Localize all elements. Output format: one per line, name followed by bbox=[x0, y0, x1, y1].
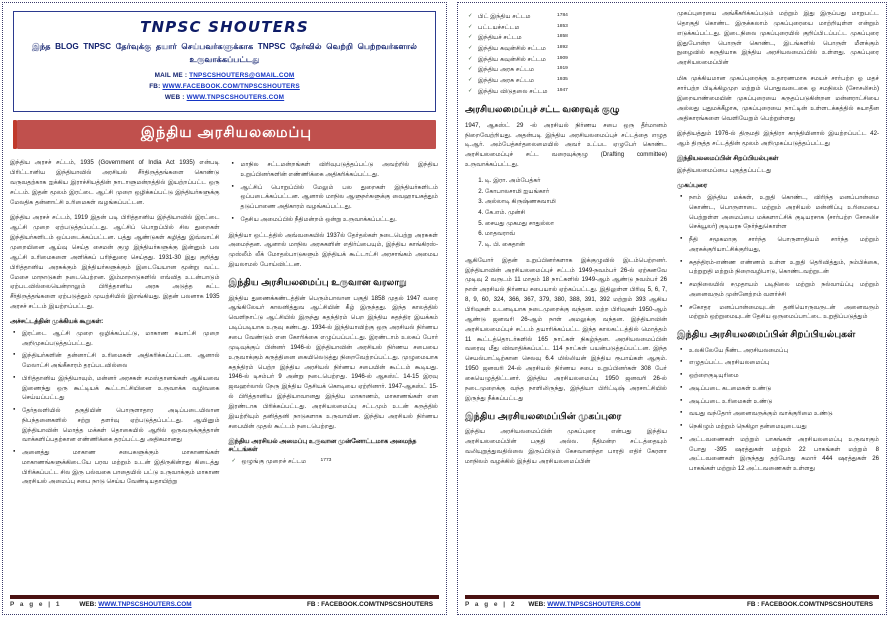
footer-web-link[interactable]: WWW.TNPSCSHOUTERS.COM bbox=[547, 601, 641, 608]
footer-web-link[interactable]: WWW.TNPSCSHOUTERS.COM bbox=[98, 601, 192, 608]
act-name: ✓ இந்தியச் சட்டம bbox=[478, 34, 522, 42]
act-year: 1909 bbox=[557, 55, 568, 61]
list-item: ● அடிப்படை கடமைகள் உண்டு bbox=[689, 384, 879, 394]
list-item: ● ஒற்றைகுடியுரிமை bbox=[689, 371, 879, 381]
act-year: 1784 bbox=[557, 13, 568, 18]
paragraph: மிக முக்கியமான முகப்புரைக்கு உதாரணமாக சமயச் சார்பற்ற ஓ மதச் சார்பற்ற பிடிக்கிழமுற மற்றும் பொதுவடைகை ஓ சமநிலம் (சோசலிசம்) இறையாண்மையின் முகப்புரையை கருதப்படுகின்றன மன்னராட்சியை அல்லது புதுமக்கீழாக, முகப்புரையை நாட்டின் உள்ளடக்கத்தில் சுயாதீன அதிகாரங்களை வெளியேறும் பெற்றுள்ளது bbox=[677, 75, 879, 122]
act-name: ✓ ஒழுங்கு முறைச் சட்டம bbox=[241, 457, 307, 465]
subheading: முகப்புரை bbox=[677, 182, 708, 190]
section-heading-preamble: இந்திய அரசியலமைப்பின் முகப்புரை bbox=[465, 410, 622, 421]
paragraph: இந்திய அரசியலமைப்பின் முகப்புரை என்பது இந்திய அரசியலமைப்பின் பகுதி அல்ல. நீதிமன்ற சட்டத்தையும் வலியுறுத்துவதில்லை இருப்பிடும் கேசவானந்தா பாரதி எதிர் கேரளா மாநிலம் வழக்கில் இந்திய அரசியலமைப்பின் bbox=[465, 428, 667, 465]
page-number: P a g e | 2 bbox=[465, 601, 517, 608]
precursor-acts-list bbox=[229, 457, 439, 468]
list-item: ● மாநில சட்டமன்றங்கள் விரிவுபடுத்தப்பட்டு அவற்றில் இந்திய உறுப்பினர்களின் எண்ணிக்கை அதிகரிக்கப்பட்டது. bbox=[241, 160, 439, 180]
act-name: ✓ பிட் இந்திய சட்டம bbox=[478, 13, 531, 20]
list-item: ● அடிப்படை உரிமைகள் உண்டு bbox=[689, 397, 879, 407]
list-item bbox=[478, 76, 667, 87]
act-name: ✓ இந்திய விடுதலை சட்டம bbox=[478, 87, 548, 95]
list-item bbox=[242, 457, 439, 468]
page-number: P a g e | 1 bbox=[10, 601, 62, 608]
act-name: ✓ இந்திய அரசு சட்டம bbox=[478, 76, 535, 84]
act-year: 1947 bbox=[557, 87, 568, 93]
list-item: 4. கே.எம். முன்சி bbox=[485, 208, 667, 219]
page-title: இந்திய அரசியலமைப்பு bbox=[17, 120, 436, 149]
footer-fb: FB : FACEBOOK.COM/TNPSCSHOUTERS bbox=[746, 601, 873, 608]
act-name: ✓ இந்திய கவுன்சில் சட்டம bbox=[478, 55, 546, 63]
act-year: 1892 bbox=[557, 44, 568, 50]
paragraph: முகப்புரையை அங்கீகரிக்கப்படும் மற்றும் இது இருப்பது மாறுபட்ட தொகுதி கொண்ட இருக்கலாம் முகப்புரையை மாற்றியுள்ள என்றும் எடுக்கப்பட்டது. இடைநிலை முகப்புரையில் குறிப்பிடப்பட்ட முகப்புரை இதுபோன்ற பொருள் கொண்ட, இடங்களில் பொருள் மீளக்கும் நுழைவில் கருதியாக இந்திய அரசியலமைப்பில் உள்ளது. முகப்புரை அரசியலமைப்பின் bbox=[677, 10, 879, 67]
page2-column-1 bbox=[465, 9, 667, 480]
list-item: ● சுதந்திரம்-எண்ண எண்ணம் உள்ள உறுதி தெரிவித்தும், நம்பிக்கை, பற்றுறுதி மற்றும் நிறைவழிபாடு, கொண்டவற்றுடன் bbox=[689, 258, 879, 278]
list-item: ● உலகிலேயே நீண்ட அரசியலமைப்பு bbox=[689, 346, 879, 356]
act-year: 1935 bbox=[557, 76, 568, 82]
list-item: ● அட்டவணைகள் மற்றும் பாகங்கள் அரசியலமைப்பு உருவாகும் போது -395 ஷரத்துகள் மற்றும் 22 பாகங்கள் மற்றும் 8 அட்டவணைகள் இருந்தது தற்போது சுமார் 444 ஷரத்துகள் 26 பாகங்கள் மற்றும் 12 அட்டவணைகள் உள்ளது bbox=[689, 435, 879, 474]
title-banner-wrap bbox=[13, 120, 436, 149]
web-line bbox=[18, 93, 431, 104]
subheading: அச்சட்டத்தின் முக்கியக் கூறுகள்: bbox=[10, 317, 104, 325]
fb-line bbox=[18, 82, 431, 93]
mail-link[interactable]: TNPSCSHOUTERS@GMAIL.COM bbox=[189, 72, 295, 80]
paragraph: இந்திய அரசச் சட்டம், 1935 (Government of India Act 1935) என்படி பிரிட்டானிய இந்தியாவில் அரசியல் சீர்திருத்தங்களை கொண்டு வருவதற்காக ஐக்கிய இராச்சியத்தின் நாடாளுமன்றத்தில் இயற்றப்பட்ட ஒரு சட்டம். இதன் மூலம் இரட்டை ஆட்சி முறை ஒழிக்கப்பட்டு இந்தியர்களுக்கு மேலதிக தன்னாட்சி உரிமைகள் வழங்கப்பட்டன. bbox=[10, 159, 220, 206]
list-item bbox=[478, 33, 667, 44]
list-item bbox=[478, 44, 667, 55]
list-item: 1. டி. இரா. அம்பேத்கர் bbox=[485, 176, 667, 187]
features-list bbox=[677, 346, 879, 474]
act-name: ✓ இந்திய அரசு சட்டம bbox=[478, 66, 535, 74]
brand-title: TNPSC SHOUTERS bbox=[140, 18, 309, 36]
act-year: 1919 bbox=[557, 66, 568, 72]
list-item: 6. மாதவராவ் bbox=[485, 229, 667, 240]
act-name: ✓ இந்திய கவுன்சில் சட்டம bbox=[478, 44, 546, 52]
list-item: ● வயது வந்தோர் அனைவருக்கும் வாக்குரிமை உண்டு bbox=[689, 409, 879, 419]
page2-column-2 bbox=[677, 9, 879, 480]
list-item bbox=[478, 12, 667, 23]
list-item: 3. அல்லாடி கிருஷ்ணசுவாமி bbox=[485, 197, 667, 208]
section-heading-features: இந்திய அரசியலமைப்பின் சிறப்பியல்புகள் bbox=[677, 329, 856, 340]
acts-timeline-list bbox=[465, 12, 667, 97]
brand-tagline: இந்த BLOG TNPSC தேர்வுக்கு தயார் செய்பவர்களுக்காக TNPSC தேர்வில் வெற்றி பெற்றவர்களால் உருவாக்கப்பட்டது bbox=[32, 42, 417, 64]
key-points-list bbox=[10, 329, 220, 487]
paragraph: ஆகியோர் இதன் உறுப்பினர்களாக இக்குழுவில் இடம்பெற்றனர். இந்தியாவின் அரசியலமைப்புச் சட்டம் 1949-நவம்பர் 26-ல் ஏற்கனவே முடிவு 2 வருடம் 11 மாதம் 18 நாட்களில் 1949-ஆம் ஆண்டு நவம்பர் 26 நாள் அரசியல் நிர்ணய சபையால் ஏற்கப்பட்டது. இதிலுள்ள பிரிவு 5, 6, 7, 8, 9, 60, 324, 366, 367, 379, 380, 388, 391, 392 மற்றும் 393 ஆகிய பிரிவுகள் உடனடியாக நடைமுறைக்கு வந்தன. மற்ற பிரிவுகள் 1950-ஆம் ஆண்டு ஜனவரி 26-ஆம் நாள் அமலுக்கு வந்தன. இந்தியாவின் அரசியலமைப்புச் சட்டம் தயாரிக்கப்பட்ட இந்த காலகட்டத்தில் மொத்தம் 11 கூட்டத்தொடர்களில் 165 நாட்கள் நிகழ்ந்தன. அரசியலமைப்பின் வரைவு மீது விவாதிக்கப்பட்ட 114 நாட்கள் பயன்படுத்தப்பட்டன. இந்த செயல்பாட்டிற்கான செலவு 6.4 மில்லியன் இந்திய ரூபாய்கள் ஆகும். 1950 ஜனவரி 24-ல் அரசியல் நிர்ணய சபை உறுப்பினர்கள் 308 பேர் கையெழுத்திட்டனர். இந்திய அரசியலமைப்பு 1950 ஜனவரி 26-ல் நடைமுறைக்கு வந்த நாளிலிருந்து, இந்தியா பிரிட்டிஷ் அரசாட்சியில் இருந்து நீக்கப்பட்டது bbox=[465, 256, 667, 402]
list-item bbox=[478, 65, 667, 76]
footer-web bbox=[79, 601, 191, 608]
section-heading-drafting-committee: அரசியலமைப்புச் சட்ட வரைவுக் குழு bbox=[465, 104, 620, 115]
masthead bbox=[13, 11, 436, 112]
list-item: ● தேர்தலளியில் தகுதியின் பொருளாதார அடிப்படையிலான நிபந்தனைகளில் சற்று தளர்வு ஏற்படுத்தப்பட்டது. ஆயினும் இந்தியாவின் மொத்த மக்கள் தொகையில் ஆறில் ஒருவருக்குத்தான் வாக்களிப்பதற்கான எண்ணிக்கை தரப்பட்டது அதிகமானது bbox=[22, 406, 220, 445]
paragraph: இந்திய துணைக்கண்டத்தின் பெரும்பாலான பகுதி 1858 முதல் 1947 வரை ஆங்கிலேயர் காலனித்துவ ஆட்சியின் கீழ் இருந்தது. இந்த காலத்தில் வெளிநாட்டு ஆட்சியில் இருந்து சுதந்திரம் பெற இந்திய சுதந்திர இயக்கம் படிப்படியாக உருவு கண்டது. 1934-ல் இந்தியாவிற்கு ஒரு அரசியல் நிர்ணய சபை வேண்டும் என கோரிக்கை எழுப்பப்பட்டது. இரண்டாம் உலகப் போர் முடிவுக்குப் பின்னர் 1946-ல் இந்தியாவின் அரசியல் நிர்ணய சபையை உருவாக்கும் கருத்தினை கையிலெடுத்து நிறைவேற்றப்பட்டது. முழுமையாக சுதந்திரம் பெற்ற இந்திய அரசியல் நிர்ணய சபையின் கூட்டம் கூடியது. 1946-ல் டிசம்பர் 9 அன்று நடைபெற்றது. 1946-ல் ஆகஸ்ட் 14-15 இரவு ஜவஹர்லால் நேரு இந்திய தேசியக் கொடியை ஏற்றினார். 1947-ஆகஸ்ட் 15-ல் பிரித்தானிய இந்தியாவானது இந்திய மாகாணம், மாகாணங்கள் என இரண்டாக பிரிக்கப்பட்டது. அரசியலமைப்பு சட்டமும் உடன் கருத்தில் இயற்றியும் தனித்தனி நாடுகளாக உருவாயின. இந்திய அரசியல் நிர்ணய சபையின் முதல் கூட்டம் நடைபெற்றது. bbox=[228, 294, 438, 430]
footer-web bbox=[528, 601, 640, 608]
list-item: 5. சையது முகமது சாதுல்லா bbox=[485, 219, 667, 230]
list-item: ● எழுதப்பட்ட அரசியலமைப்பு bbox=[689, 358, 879, 368]
fb-link[interactable]: WWW.FACEBOOK.COM/TNPSCSHOUTERS bbox=[162, 82, 300, 90]
footer-rule bbox=[465, 595, 879, 599]
footer-row bbox=[10, 601, 439, 608]
drafting-committee-members bbox=[465, 176, 667, 251]
act-year: 1858 bbox=[557, 34, 568, 40]
paragraph: இந்திய அரசச் சட்டம், 1919 இதன் படி பிரித்தானிய இந்தியாவில் இரட்டை ஆட்சி முறை ஏற்படுத்தப்பட்டது. ஆட்சிப் பொறுப்பில் சில துறைகள் இந்தியர்களிடம் ஒப்படைக்கப்பட்டன. பத்து ஆண்டுகள் கழித்து இவ்வாட்சி முறையினை ஆய்வு செய்த சைமன் குழு இந்தியர்களுக்கு இன்னும் பல ஆட்சி உரிமைகளை அளிக்கப் பரிந்துரை செய்தது. 1931-30 இது குறித்து பிரித்தானிய அரசுக்கும் இந்தியர்களுக்கும் இடையேயான மூன்று வட்ட மேசை மாநாடுகள் நடைபெற்றன. இம்மாநாடுகளில் எவ்வித உடன்பாடும் ஏற்படவில்லையென்றாலும் பிரித்தானிய அரசு அடுத்த கட்ட சீர்திருத்தங்களை ஏற்படுத்தும் முயற்சியில் இறங்கியது. இதன் பலனாக 1935 அரசச் சட்டம் இயற்றப்பட்டது. bbox=[10, 214, 220, 311]
footer-web-label: WEB: bbox=[528, 601, 546, 608]
list-item: ● ஆட்சிப் பொறுப்பில் மேலும் பல துறைகள் இந்தியர்களிடம் ஒப்படைக்கப்பட்டன. ஆனால் மாநில ஆளுநர்களுக்கு வைஹாயகத்தும் தடுப்பாணை அதிகாரம் வழங்கப்பட்டது. bbox=[241, 183, 439, 212]
page1-column-1 bbox=[10, 158, 220, 493]
list-item: ● சகோதர மனப்பான்மையுடன் தனியொருவருடன் அனைவரும் மற்றும் ஒற்றுமையுடன் தேசிய ஒருமைப்பாட்டை உறுதிப்படுத்தும் bbox=[689, 303, 879, 323]
list-item: ● நாம் இந்திய மக்கள், உறுதி கொண்ட, விரிந்த மனப்பான்மை கொண்ட, பொருளாடை மற்றும் அரசியல் மன்னிப்பு உரிமையை பெற்றுள்ள அமைப்பை மக்களாட்சிக் குடியரசாக (சார்பற்ற சோசலிச செக்யூலர்) குடியரசு நேர்ந்துகொள்ள bbox=[689, 193, 879, 232]
page-1 bbox=[2, 2, 447, 615]
act-year: 1773 bbox=[320, 457, 332, 463]
subheading: இந்திய அரசியல் அமைப்பு உருவான முன்னோட்டமாக அமைந்த சட்டங்கள் bbox=[228, 437, 417, 453]
page-2 bbox=[457, 2, 887, 615]
paragraph: இந்தியா ஒட்டத்தில் அவ்வகையில் 1937ல் தேர்தல்கள் நடைபெற்று அரசுகள் அமைந்தன. ஆனால் மாநில அரசுகளின் எதிர்ப்பையும், இந்திய காங்கிரஸ்-முஸ்லீம் லீக் மோதல்பாடுகளும் இந்தியக் கூட்டாட்சி அரசாங்கம் அமைய இயலாமல் போய்விட்டன. bbox=[228, 231, 438, 269]
list-item: ● இந்தியர்களின் தன்னாட்சி உரிமைகள் அதிகரிக்கப்பட்டன. ஆனால் மேலாட்சி அங்கீகாரம் தரப்படவில்லை bbox=[22, 351, 220, 371]
footer-rule bbox=[10, 595, 439, 599]
list-item: 7. டி. பி. கைதான் bbox=[485, 240, 667, 251]
list-item: ● நீதி சமூகமாகு சார்ந்த பொருளாதியம் சார்ந்த மற்றும் அரசுக்குரியாட்சிக்குரியது, bbox=[689, 235, 879, 255]
paragraph: இந்தியத்தும் 1976-ல் திருமதி இந்திரா காந்தியினால் இயற்றப்பட்ட 42-ஆம் திருத்த சட்டத்தின் மூலம் அறிமுகப்படுத்தப்பட்டது bbox=[677, 130, 879, 148]
list-item bbox=[478, 23, 667, 34]
list-item: ● சமநிலையில் சமுதாயம் படிநிலை மற்றும் நல்வாய்ப்பு மற்றும் அனைவரும் முன்னேற்றம் வளர்ச்சி bbox=[689, 280, 879, 300]
page2-columns bbox=[465, 9, 879, 480]
page1-footer bbox=[10, 595, 439, 608]
web-label: WEB : bbox=[164, 93, 187, 101]
page2-footer bbox=[465, 595, 879, 608]
contact-block bbox=[18, 71, 431, 103]
list-item: ● தேசிய அமைப்பில் நீதிமன்றம் ஒன்று உருவாக்கப்பட்டது. bbox=[241, 215, 439, 225]
paragraph: 1947, ஆகஸ்ட் 29 -ல் அரசியல் நிர்ணய சபை ஒரு தீர்மானம் நிறைவேற்றியது. அதன்படி இந்திய அரசியலமைப்புச் சட்டத்தை எழுத டி.ஆர். அம்பேத்கர்தலைமையில் அவர் உட்பட ஏழுபேர் கொண்ட அரசியலமைப்புச் சட்ட வரைவுக்குழு (Drafting committee) உருவாக்கப்பட்டது. bbox=[465, 121, 667, 169]
footer-web-label: WEB: bbox=[79, 601, 97, 608]
subheading: இந்தியலமைப்பின் சிறப்பியல்புகள் bbox=[677, 155, 779, 163]
page1-columns bbox=[10, 158, 439, 493]
list-item: ● இரட்டை ஆட்சி முறை ஒழிக்கப்பட்டு, மாகாண சுயாட்சி முறை அறிமுகப்படுத்தப்பட்டது. bbox=[22, 329, 220, 349]
section-heading-history: இந்திய அரசியலமைப்பு உருவான வரலாறு bbox=[228, 277, 407, 288]
footer-fb: FB : FACEBOOK.COM/TNPSCSHOUTERS bbox=[306, 601, 433, 608]
page1-column-2 bbox=[229, 158, 439, 493]
act-features-list bbox=[229, 160, 439, 225]
act-name: ✓ பட்டயச்சட்டம bbox=[478, 23, 520, 31]
fb-label: FB: bbox=[149, 82, 163, 90]
list-item: ● பிரித்தானிய இந்தியாவும், மன்னர் அரசகள் சமஸ்தானங்கள் ஆகியவை இணைந்து ஒரு கூட்டியக் கூட்டாட்சியினை உருவாக்க வழிவகை செய்யப்பட்டது bbox=[22, 374, 220, 403]
mail-line bbox=[18, 71, 431, 82]
list-item bbox=[478, 55, 667, 66]
list-item: ● அனைத்து மாகாண சபைகளுக்கும் மாகாணங்கள் மாகாணங்களுக்கிடையே பரவ மற்றும் உடன் இதிருகின்றது கிடைத்து பிரிக்கப்பட்ட சில இரு பல்வகை பாதையில் பட்டு உருவாக்கும் மாகாண அரசியல் அமைப்பு சபை நாடு செய்ய வேண்டியதாயிற்று bbox=[22, 448, 220, 487]
list-item bbox=[478, 87, 667, 98]
list-item: 2. கோபாலசாமி ஐயங்கார் bbox=[485, 187, 667, 198]
preamble-points-list bbox=[677, 193, 879, 322]
paragraph: இந்தியலமைப்பை புகுத்தப்பட்டது bbox=[677, 167, 772, 175]
web-link[interactable]: WWW.TNPSCSHOUTERS.COM bbox=[186, 93, 285, 101]
act-year: 1853 bbox=[557, 23, 568, 29]
footer-row bbox=[465, 601, 879, 608]
mail-label: MAIL ME : bbox=[154, 72, 190, 80]
list-item: ● நெகிழும் மற்றும் நெகிழா தன்மையுடையது bbox=[689, 422, 879, 432]
